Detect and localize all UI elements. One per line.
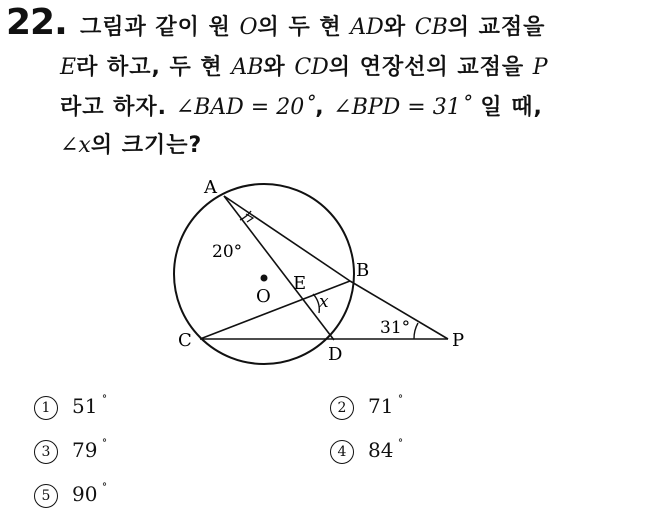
choice-value: 51 bbox=[72, 394, 98, 418]
degree-mark: ˚ bbox=[101, 438, 108, 452]
degree-mark: ˚ bbox=[101, 394, 108, 408]
center-dot bbox=[261, 275, 268, 282]
text: 와 bbox=[383, 15, 415, 40]
text: 라고 하자. bbox=[60, 95, 176, 120]
degree-mark: ˚ bbox=[101, 482, 108, 496]
degree-mark: ˚ bbox=[397, 438, 404, 452]
choice-value: 84 bbox=[368, 438, 394, 462]
math-o: O bbox=[239, 15, 258, 40]
text: 의 교점을 bbox=[447, 15, 546, 40]
math-e: E bbox=[60, 55, 77, 80]
choice-mark: 4 bbox=[330, 440, 354, 464]
choice-mark: 1 bbox=[34, 396, 58, 420]
text: 그림과 같이 원 bbox=[80, 15, 240, 40]
chord-ab bbox=[224, 196, 350, 281]
math-p: P bbox=[532, 55, 548, 80]
label-e: E bbox=[293, 273, 307, 294]
math-angle-bad: ∠BAD = 20˚ bbox=[175, 95, 316, 120]
math-ab: AB bbox=[231, 55, 264, 80]
choice-value: 71 bbox=[368, 394, 394, 418]
angle-arc-p bbox=[414, 323, 418, 339]
label-c: C bbox=[178, 330, 192, 351]
text: 의 두 현 bbox=[257, 15, 351, 40]
text: 의 연장선의 교점을 bbox=[328, 55, 533, 80]
text: 와 bbox=[263, 55, 295, 80]
label-p: P bbox=[452, 330, 465, 351]
label-angle-a: 20° bbox=[212, 242, 243, 262]
choice-5[interactable] bbox=[34, 482, 107, 508]
circle-o bbox=[174, 184, 354, 364]
label-d: D bbox=[328, 344, 343, 365]
text: 의 크기는? bbox=[90, 133, 203, 158]
label-a: A bbox=[204, 177, 217, 198]
text: 일 때, bbox=[471, 95, 543, 120]
choice-2[interactable] bbox=[330, 394, 403, 420]
choice-4[interactable] bbox=[330, 438, 403, 464]
choice-1[interactable] bbox=[34, 394, 107, 420]
label-angle-p: 31° bbox=[380, 318, 411, 338]
label-b: B bbox=[356, 260, 370, 281]
choice-mark: 5 bbox=[34, 484, 58, 508]
question-number: 22. bbox=[6, 2, 67, 43]
text: 라 하고, 두 현 bbox=[76, 55, 232, 80]
math-ad: AD bbox=[350, 15, 384, 40]
label-angle-x: x bbox=[319, 292, 329, 312]
label-o: O bbox=[256, 286, 271, 307]
math-angle-x: ∠x bbox=[60, 133, 91, 158]
choice-value: 79 bbox=[72, 438, 98, 462]
math-cb: CB bbox=[414, 15, 448, 40]
choice-mark: 3 bbox=[34, 440, 58, 464]
degree-mark: ˚ bbox=[397, 394, 404, 408]
choice-mark: 2 bbox=[330, 396, 354, 420]
choice-3[interactable] bbox=[34, 438, 107, 464]
math-angle-bpd: ∠BPD = 31˚ bbox=[333, 95, 472, 120]
choice-value: 90 bbox=[72, 482, 98, 506]
chord-ad bbox=[224, 196, 334, 340]
math-cd: CD bbox=[294, 55, 329, 80]
text: , bbox=[315, 95, 334, 120]
